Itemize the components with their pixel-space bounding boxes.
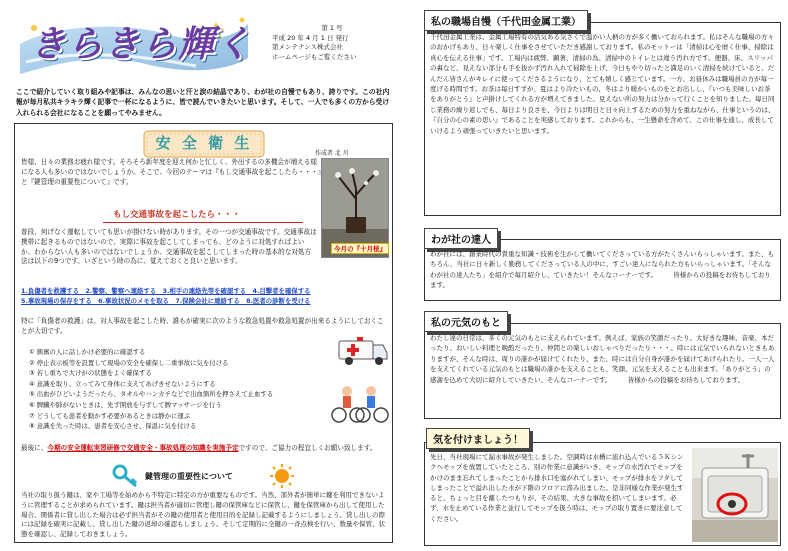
steps-line-1: 1.負傷者を救護する 2.警察、警察へ連絡する 3.相手の連絡先等を確認する 4.目撃者を確保する [21, 287, 311, 295]
masthead [16, 14, 394, 82]
safety-section [14, 123, 393, 543]
photo-caption: 今月の『十月桜』 [331, 243, 389, 254]
expert-title: わが社の達人 [424, 228, 498, 249]
list-item: ⑦ どうしても患者を動かす必要があるときは静かに運ぶ [29, 411, 191, 420]
expert-text: わが社には、創業時代の貴重な知識・技術を生かして働いてくださっている方がたくさんいらっしゃいます。また、もちろん、当社に日々新しく勤務してくださっている人の中に、すごい達人になられた方もいらっしゃいます。「そんなわが社の達人たち」を紹介で毎月紹介し、ていきたい！そんなコーナーです。 皆様からの投稿をお待ちしております。 [430, 250, 774, 290]
genki-text: わたし達の日常は、多くの元気のもとに支えられています。例えば、家族の笑顔だったり、大好きな趣味、音楽、本だったり、おいしい料理と晩酌だったり、仲間との楽しいおしゃべりだったり・・・。時には元気でいられないときもありますが、そんな時は、周りの誰かが届けてくれたり、また、時には自分自身が誰かを届けてあげられたり。一人一人を支えてくれている元気のもとは職場の誰かを支えることも、笑顔、元気を支えることも出来ます。「ありがとう」の感謝を込めて大切に紹介していきたい、そんなコーナーです。 皆様からの投稿をお待ちしております。 [430, 334, 775, 384]
publisher: 第メンテナンス株式会社 [272, 43, 343, 51]
accident-body: 普段、何げなく運転していても思いが掛けない時があります。その一つが交通事故です。交通事故は携帯に起きるものではないので、実際に事故を起こしてしまっても、どのように対処すればよいか、わからない人も多いのではないでしょうか。交通事故を起こしてしまった時の基本的な対処方法は以下の9つです。いざという時の為に、覚えておくと良いと思います。 [21, 228, 317, 266]
genki-title: 私の元気のもと [424, 311, 508, 332]
list-item: ④ 意識を取り、立ってみて身体に支えてあげきせないようにする [29, 379, 216, 388]
careful-text: 先日、当社現場にて漏水事故が発生しました。空調時は水槽に流れ込んでいる５Ｋシンクへモップを放置していたところ、別の作業に意識がいき、モップの水汚れでモップをかけのまま忘れてしまったことから排水口を塞がれてしまい、モップが排水をフタしてしまったことで溢れ出した水が下階のフロアに滲み出ました。是非同様な作業が発生すると、ちょっと目を離したつもりが、その結果、大きな事故を招いてしまいます。必ず、水を止めている作業と並行してモップを扱う時は、モップの取り置きに要注意してください。 [430, 453, 684, 523]
accident-subtitle: もし交通事故を起こしたら・・・ [113, 210, 241, 220]
training-notice: 今期の安全運転実習研修で交通安全・事故処理の知識を実施予定 [47, 444, 239, 452]
bicycle-icon [327, 381, 389, 425]
safety-intro: 皆様、日々の業務お疲れ様です。そろそろ新年度を迎え何かと忙しく、外出するの多機会が増える様になる人も多いのではないでしょうか。そこで、今回のテーマは『もし交通事故を起こしたら・・・』と『鍵管理の重要性について』です。 [21, 158, 321, 186]
issue-info [272, 24, 392, 62]
sun-icon [269, 463, 295, 489]
list-item: ③ 若し重ちで大けがの状態をよく確保する [29, 369, 152, 378]
pride-title: 私の職場自慢（千代田金属工業） [424, 10, 588, 31]
first-aid-list [29, 347, 329, 432]
homepage-note: ホームページもご覧ください [272, 52, 357, 61]
list-item: ② 停止表示板等を設置して現場の安全を確保し二重事故に気を付ける [29, 358, 229, 367]
pride-text: 千代田金属工業は、金属工場特有の活気ある気さくで温かい人柄の方が多く働いておられます。私はそんな職場の方々のおかげもあり、日々楽しく仕事をさせていただき感謝しております。私のモットーは「清掃は心を磨く仕事、掃除は真心を伝える仕事」です。工場内は疲弊、顕著、清掃の為、清掃中のトイレとは違う汚れ方です。便器、床、スリッパの裏など、見えない部分も手を抜かず汚れ入れて掃除を上げ、今日もやり切ったと満足のいく清掃を続けていると、だんだん皆さんがキレイに使ってくださるようになり、とても嬉しく感じています。一方、お昼休みは職場員の方が毎一度げる時間です。お茶は毎日すずが、夏はより冷たいもの、冬はより暖かいものをとお出しし、『いつも美味しいお茶をありがとう』と声掛けしてくれる方が増えてきました。見えない所の努力は分かって行くことを知りました。毎日同じ業務の繰り返しでも、毎日より良さを、今日よりは明日と日々向上するための努力を重ねながら、仕事というのは、『自分の心の素の思い』であることを実感しております。これからも、一生懸命を含めて、この仕事を通し、成長していけるよう頑張っていきたいと思います。 [430, 33, 775, 135]
list-item: ① 興奮の人に話しかけ必要的に確認する [29, 348, 146, 356]
sink-photo [692, 448, 778, 542]
lead-paragraph: ここで紹介していく取り組みや記事は、みんなの思いと汗と涙の結晶であり、わが社の自慢でもあり、誇りです。この社内報が毎月私共キラキラ輝く記事で一杯になるように、皆で読んでいきたいと思います。そして、一人でも多くの方から受け入れられる会社になることを願ってやみません。 [16, 88, 390, 117]
first-aid-intro: 特に「負傷者の救護」は、対人事故を起こした時、誰もが確実に次のような救急処置や救急処置が出来るようにしておくことが大切です。 [21, 317, 384, 335]
safety-author: 作成者 北 川 [315, 150, 349, 157]
steps-line-2: 5.事故現場の保存をする 6.事故状況のメモを取る 7.保険会社に連絡する 8.医者の診断を受ける [21, 296, 311, 305]
careful-title: 気を付けましょう！ [426, 428, 530, 449]
key-body: 当社の取り扱う鍵は、家や工場等を始めから不特定に特定の方が重要なものです。当然、部外者が簡単に鍵を利用できないように管理することが求められています。鍵は担当者が適切に管理し鍵の保管庫などに保管し、鍵を保管庫から出して使用した場合、関係者に貸し出した場合は必ず担当者がその鍵の使用者と使用目的を記録し記載するようにしましょう。貸し出しの際には記録を確実に記載し、貸し出した鍵の返却の確認もしましょう。そして定期的に全鍵の一斉点検を行い、数量や保管、状態を確認し、記録しておきましょう。 [21, 491, 385, 539]
issue-number: 第 1 号 [321, 24, 343, 32]
subtitle-underline [103, 222, 303, 223]
list-item: ⑥ 脾臓や肺がないときは、先ず開放を与ずして脾マッサージを行う [29, 400, 222, 409]
safety-heading: 安 全 衛 生 [155, 134, 253, 152]
key-heading: 鍵管理の重要性について [145, 472, 233, 481]
accident-steps [21, 287, 387, 307]
key-icon [111, 463, 139, 489]
ambulance-icon [335, 329, 389, 369]
masthead-title: きらきら輝く [30, 24, 253, 65]
list-item: ⑤ 出血がひどいようだったら、タオルやハンカチなどで出血箇所を押さえて止血する [29, 390, 274, 399]
list-item: ⑧ 意識を失った時は、患者を安心させ、保温に気を付ける [29, 422, 197, 431]
issue-date: 平成 20 年 4 月 1 日 発行 [272, 33, 349, 42]
safety-closing: 最後に、今期の安全運転実習研修で交通安全・事故処理の知識を実施予定ですので、ご協力の程宜しくお願い致します。 [21, 444, 377, 452]
